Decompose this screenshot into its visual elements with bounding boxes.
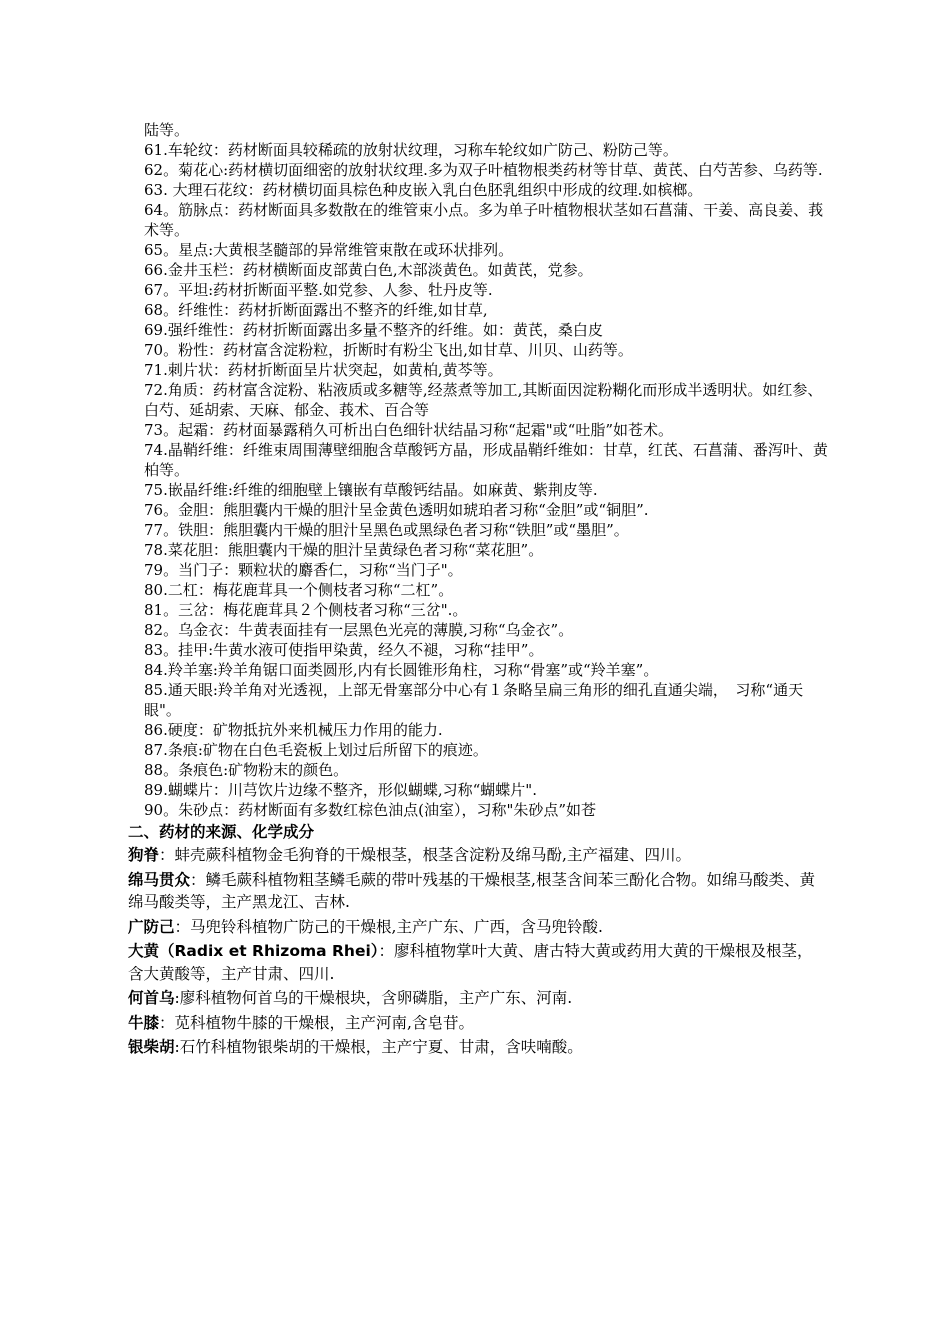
term-item: 68。纤维性：药材折断面露出不整齐的纤维,如甘草, (144, 301, 488, 319)
herb-description: :廖科植物何首乌的干燥根块，含卵磷脂，主产广东、河南. (174, 989, 573, 1007)
herb-entry (128, 987, 828, 1010)
term-item: 87.条痕:矿物在白色毛瓷板上划过后所留下的痕迹。 (144, 741, 488, 759)
herb-entry (128, 940, 828, 985)
herb-name: 广防己 (128, 917, 175, 936)
herb-entry (128, 869, 828, 914)
herb-list (128, 844, 828, 1059)
document-page (128, 120, 828, 1061)
term-item: 89.蝴蝶片：川芎饮片边缘不整齐，形似蝴蝶,习称“蝴蝶片". (144, 781, 537, 799)
term-item: 77。铁胆：熊胆囊内干燥的胆汁呈黑色或黑绿色者习称“铁胆”或“墨胆”。 (144, 521, 629, 539)
herb-entry (128, 916, 828, 939)
term-item: 69.强纤维性：药材折断面露出多量不整齐的纤维。如：黄芪，桑白皮 (144, 321, 603, 339)
term-item: 82。乌金衣：牛黄表面挂有一层黑色光亮的薄膜,习称“乌金衣”。 (144, 621, 574, 639)
term-item: 73。起霜：药材面暴露稍久可析出白色细针状结晶习称“起霜"或“吐脂”如苍术。 (144, 421, 673, 439)
term-item: 70。粉性：药材富含淀粉粒，折断时有粉尘飞出,如甘草、川贝、山药等。 (144, 341, 633, 359)
term-item: 陆等。 (144, 121, 190, 139)
herb-name: 牛膝 (128, 1013, 160, 1032)
term-item: 90。朱砂点：药材断面有多数红棕色油点(油室），习称"朱砂点”如苍 (144, 801, 597, 819)
term-item: 79。当门子：颗粒状的麝香仁，习称“当门子"。 (144, 561, 463, 579)
term-item: 62。菊花心:药材横切面细密的放射状纹理.多为双子叶植物根类药材等甘草、黄芪、白芍苦参、乌药等. (144, 161, 823, 179)
herb-description: ：鳞毛蕨科植物粗茎鳞毛蕨的带叶残基的干燥根茎,根茎含间苯三酚化合物。如绵马酸类、黄绵马酸类等，主产黑龙江、吉林. (128, 870, 815, 911)
terms-list (144, 120, 828, 820)
herb-description: ：蚌壳蕨科植物金毛狗脊的干燥根茎，根茎含淀粉及绵马酚,主产福建、四川。 (159, 846, 691, 864)
term-item: 61.车轮纹：药材断面具较稀疏的放射状纹理，习称车轮纹如广防己、粉防己等。 (144, 141, 678, 159)
term-item: 71.刺片状：药材折断面呈片状突起，如黄柏,黄芩等。 (144, 361, 503, 379)
herb-name: 大黄（Radix et Rhizoma Rhei） (128, 942, 379, 960)
term-item: 72.角质：药材富含淀粉、粘液质或多糖等,经蒸煮等加工,其断面因淀粉糊化而形成半透明状。如红参、白芍、延胡索、天麻、郁金、莪术、百合等 (144, 381, 823, 419)
herb-description: ：苋科植物牛膝的干燥根，主产河南,含皂苷。 (159, 1013, 474, 1032)
term-item: 64。筋脉点：药材断面具多数散在的维管束小点。多为单子叶植物根状茎如石菖蒲、干姜、高良姜、莪术等。 (144, 201, 824, 239)
term-item: 86.硬度：矿物抵抗外来机械压力作用的能力. (144, 721, 443, 739)
term-item: 88。条痕色:矿物粉末的颜色。 (144, 761, 349, 779)
herb-entry (128, 1036, 828, 1059)
herb-name: 何首乌 (128, 989, 175, 1007)
herb-name: 绵马贯众 (128, 870, 191, 889)
herb-description: ：廖科植物掌叶大黄、唐古特大黄或药用大黄的干燥根及根茎，含大黄酸等，主产甘肃、四川. (128, 942, 813, 983)
herb-entry (128, 844, 828, 867)
term-item: 66.金井玉栏：药材横断面皮部黄白色,木部淡黄色。如黄芪，党参。 (144, 261, 593, 279)
term-item: 81。三岔：梅花鹿茸具２个侧枝者习称“三岔".。 (144, 601, 468, 619)
section-heading: 二、药材的来源、化学成分 (128, 823, 315, 841)
term-item: 76。金胆：熊胆囊内干燥的胆汁呈金黄色透明如琥珀者习称“金胆”或“铜胆”. (144, 501, 649, 519)
term-item: 74.晶鞘纤维：纤维束周围薄壁细胞含草酸钙方晶，形成晶鞘纤维如：甘草，红芪、石菖蒲、番泻叶、黄柏等。 (144, 441, 828, 479)
term-item: 65。星点:大黄根茎髓部的异常维管束散在或环状排列。 (144, 241, 514, 259)
term-item: 67。平坦:药材折断面平整.如党参、人参、牡丹皮等. (144, 281, 493, 299)
term-item: 80.二杠：梅花鹿茸具一个侧枝者习称“二杠”。 (144, 581, 454, 599)
term-item: 75.嵌晶纤维:纤维的细胞壁上镶嵌有草酸钙结晶。如麻黄、紫荆皮等. (144, 481, 598, 499)
herb-name: 狗脊 (128, 846, 160, 864)
term-item: 83。挂甲:牛黄水液可使指甲染黄，经久不褪，习称“挂甲”。 (144, 641, 544, 659)
term-item: 84.羚羊塞:羚羊角锯口面类圆形,内有长圆锥形角柱，习称“骨塞”或“羚羊塞”。 (144, 661, 659, 679)
herb-description: ：马兜铃科植物广防己的干燥根,主产广东、广西，含马兜铃酸. (174, 917, 603, 936)
term-item: 78.菜花胆：熊胆囊内干燥的胆汁呈黄绿色者习称“菜花胆”。 (144, 541, 544, 559)
term-item: 85.通天眼:羚羊角对光透视，上部无骨塞部分中心有１条略呈扁三角形的细孔直通尖端， 习称“通天眼"。 (144, 681, 804, 719)
herb-description: :石竹科植物银柴胡的干燥根，主产宁夏、甘肃，含呋喃酸。 (174, 1038, 583, 1056)
herb-name: 银柴胡 (128, 1038, 175, 1056)
term-item: 63. 大理石花纹：药材横切面具棕色种皮嵌入乳白色胚乳组织中形成的纹理.如槟榔。 (144, 181, 703, 199)
herb-entry (128, 1012, 828, 1035)
